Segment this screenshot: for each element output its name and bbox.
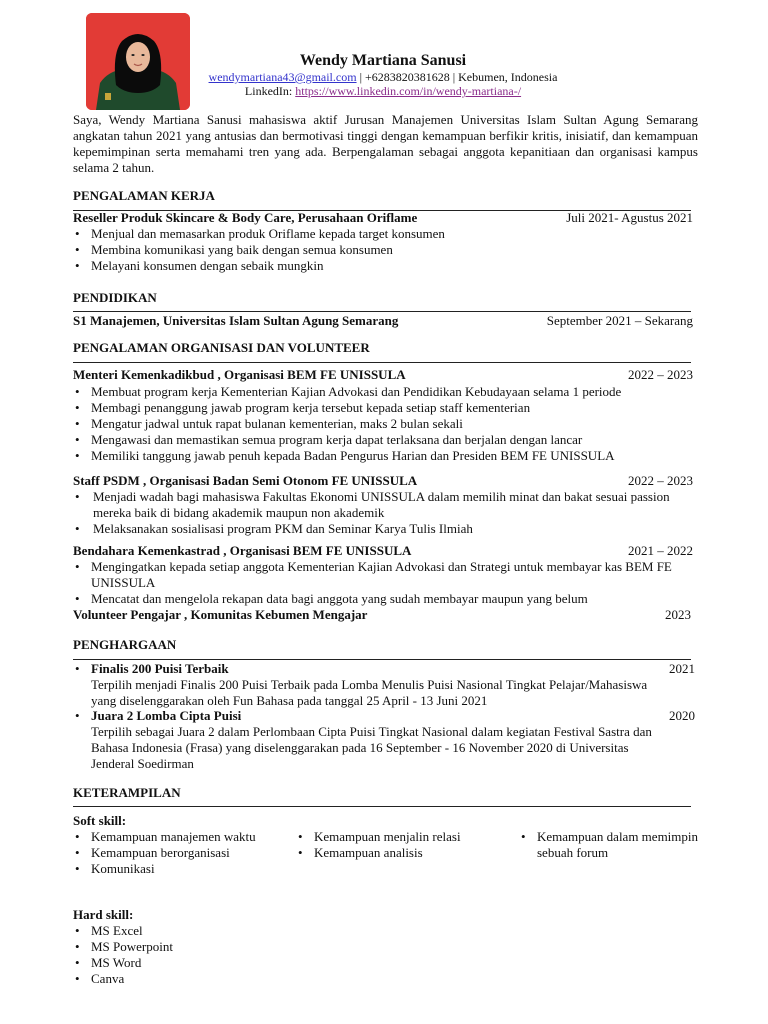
org-role: Menteri Kemenkadikbud , Organisasi BEM FE UNISSULA	[73, 367, 406, 382]
section-title-organization: PENGALAMAN ORGANISASI DAN VOLUNTEER	[73, 340, 370, 355]
list-item: • Melaksanakan sosialisasi program PKM dan Seminar Karya Tulis Ilmiah	[73, 521, 683, 537]
org-role: Bendahara Kemenkastrad , Organisasi BEM FE UNISSULA	[73, 543, 412, 558]
org-role-row	[73, 367, 693, 383]
job-row	[73, 210, 693, 226]
list-item: • Kemampuan analisis	[296, 845, 466, 861]
org-date: 2021 – 2022	[628, 543, 693, 558]
linkedin-label: LinkedIn:	[244, 84, 296, 98]
soft-skill-label: Soft skill:	[73, 813, 127, 828]
profile-summary: Saya, Wendy Martiana Sanusi mahasiswa aktif Jurusan Manajemen Universitas Islam Sultan Agung Semarang angkatan tahun 2021 yang antusias dan bermotivasi tinggi dengan kemampuan berfikir kritis, inisiatif, dan kemampuan kepemimpinan serta memahami tren yang ada. Berpengalaman sebagai anggota kepanitiaan dan organisasi kampus selama 2 tahun.	[73, 112, 698, 175]
job-date: Juli 2021- Agustus 2021	[566, 210, 693, 225]
list-item: • Komunikasi	[73, 861, 263, 877]
list-item: • Mencatat dan mengelola rekapan data bagi anggota yang sudah membayar maupun yang belum	[73, 591, 678, 607]
list-item: • MS Excel	[73, 923, 273, 939]
job-bullets	[73, 226, 698, 274]
full-name: Wendy Martiana Sanusi	[299, 52, 467, 69]
list-item: • Membagi penanggung jawab program kerja tersebut kepada setiap staff kementerian	[73, 400, 698, 416]
list-item: • Mengingatkan kepada setiap anggota Kementerian Kajian Advokasi dan Strategi untuk membayar kas BEM FE UNISSULA	[73, 559, 678, 591]
section-divider	[73, 806, 691, 807]
list-item: • Memiliki tanggung jawab penuh kepada Badan Pengurus Harian dan Presiden BEM FE UNISSULA	[73, 448, 698, 464]
list-item: • Membuat program kerja Kementerian Kajian Advokasi dan Pendidikan Kebudayaan selama 1 periode	[73, 384, 698, 400]
org-bullets	[73, 489, 683, 537]
award-item	[73, 661, 695, 709]
list-item: • Kemampuan manajemen waktu	[73, 829, 263, 845]
award-year: 2021	[669, 661, 695, 676]
list-item: • Menjadi wadah bagi mahasiswa Fakultas Ekonomi UNISSULA dalam memilih minat dan bakat sesuai passion mereka baik di bidang akademik maupun non akademik	[73, 489, 683, 521]
contact-details: | +6283820381628 | Kebumen, Indonesia	[356, 70, 558, 84]
org-role: Staff PSDM , Organisasi Badan Semi Otonom FE UNISSULA	[73, 473, 418, 488]
list-item: • Mengatur jadwal untuk rapat bulanan kementerian, maks 2 bulan sekali	[73, 416, 698, 432]
soft-skill-column	[73, 829, 263, 877]
hard-skill-list	[73, 923, 273, 987]
education-date: September 2021 – Sekarang	[546, 313, 693, 328]
org-date: 2022 – 2023	[628, 473, 693, 488]
list-item: • Kemampuan menjalin relasi	[296, 829, 466, 845]
job-title: Reseller Produk Skincare & Body Care, Perusahaan Oriflame	[73, 210, 418, 225]
org-date: 2022 – 2023	[628, 367, 693, 382]
org-bullets	[73, 559, 678, 607]
org-role-row	[73, 543, 693, 559]
linkedin-link[interactable]: https://www.linkedin.com/in/wendy-martiana-/	[295, 84, 522, 98]
org-role-row	[73, 473, 693, 489]
degree: S1 Manajemen, Universitas Islam Sultan Agung Semarang	[73, 313, 399, 328]
list-item: • Kemampuan dalam memimpin sebuah forum	[519, 829, 699, 861]
org-bullets	[73, 384, 698, 464]
section-divider	[73, 659, 691, 660]
contact-line	[190, 70, 576, 84]
section-title-awards: PENGHARGAAN	[73, 637, 177, 652]
award-year: 2020	[669, 708, 695, 723]
profile-photo	[86, 13, 190, 110]
award-head	[73, 661, 695, 677]
list-item: • Melayani konsumen dengan sebaik mungkin	[73, 258, 698, 274]
list-item: • MS Word	[73, 955, 273, 971]
list-item: • Kemampuan berorganisasi	[73, 845, 263, 861]
award-description: Terpilih menjadi Finalis 200 Puisi Terbaik pada Lomba Menulis Puisi Nasional Tingkat Pelajar/Mahasiswa yang diselenggarakan oleh Fun Bahasa pada tanggal 25 April - 13 Juni 2021	[91, 677, 648, 708]
hard-skill-label: Hard skill:	[73, 907, 134, 922]
award-name: • Juara 2 Lomba Cipta Puisi	[91, 708, 242, 723]
email-link[interactable]: wendymartiana43@gmail.com	[208, 70, 357, 84]
education-row	[73, 313, 693, 329]
list-item: • Membina komunikasi yang baik dengan semua konsumen	[73, 242, 698, 258]
award-description: Terpilih sebagai Juara 2 dalam Perlombaan Cipta Puisi Tingkat Nasional dalam kegiatan Festival Sastra dan Bahasa Indonesia (Frasa) yang diselenggarakan pada 16 September - 16 November 2020 di Universitas Jenderal Soedirman	[91, 724, 652, 771]
person-silhouette-icon	[86, 13, 190, 110]
list-item: • Mengawasi dan memastikan semua program kerja dapat terlaksana dan berjalan dengan lancar	[73, 432, 698, 448]
org-role: Volunteer Pengajar , Komunitas Kebumen Mengajar	[73, 607, 368, 622]
section-divider	[73, 362, 691, 363]
linkedin-line	[190, 84, 576, 98]
award-head	[73, 708, 695, 724]
section-title-skills: KETERAMPILAN	[73, 785, 181, 800]
section-title-work: PENGALAMAN KERJA	[73, 188, 215, 203]
list-item: • Canva	[73, 971, 273, 987]
org-date: 2023	[665, 607, 691, 622]
list-item: • MS Powerpoint	[73, 939, 273, 955]
section-title-education: PENDIDIKAN	[73, 290, 157, 305]
list-item: • Menjual dan memasarkan produk Oriflame kepada target konsumen	[73, 226, 698, 242]
section-divider	[73, 311, 691, 312]
org-role-row	[73, 607, 691, 623]
award-name: • Finalis 200 Puisi Terbaik	[91, 661, 229, 676]
award-item	[73, 708, 695, 772]
soft-skill-column	[296, 829, 466, 861]
resume-header	[190, 52, 576, 98]
soft-skill-column	[519, 829, 699, 861]
